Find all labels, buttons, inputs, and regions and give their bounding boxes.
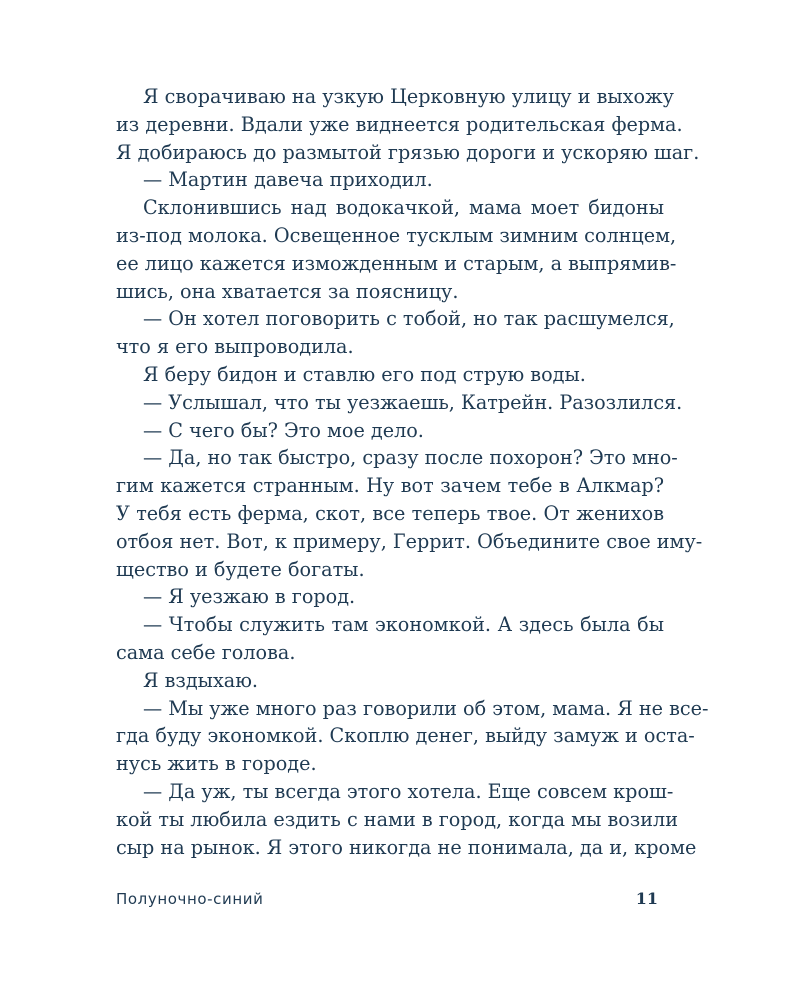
text-line: Я сворачиваю на узкую Церковную улицу и выхожу — [143, 85, 674, 108]
text-line: щество и будете богаты. — [116, 557, 365, 581]
text-line: сыр на рынок. Я этого никогда не понимала, да и, кроме — [116, 835, 697, 859]
text-line: Я вздыхаю. — [143, 668, 259, 692]
body-text — [116, 83, 709, 861]
text-line: ее лицо кажется изможденным и старым, а выпрямив- — [116, 251, 677, 275]
text-line: кой ты любила ездить с нами в город, когда мы возили — [116, 807, 679, 831]
text-line: сама себе голова. — [116, 640, 296, 664]
page-number: 11 — [635, 889, 658, 908]
text-line: из деревни. Вдали уже виднеется родительская ферма. — [116, 112, 683, 136]
text-line: — Чтобы служить там экономкой. А здесь была бы — [143, 613, 664, 637]
text-line: что я его выпроводила. — [116, 335, 354, 359]
text-line: гим кажется странным. Ну вот зачем тебе в Алкмар? — [116, 474, 664, 498]
text-line: — Мартин давеча приходил. — [143, 168, 433, 192]
text-line: У тебя есть ферма, скот, все теперь твое. От женихов — [116, 501, 664, 525]
text-line: — С чего бы? Это мое дело. — [143, 418, 424, 442]
text-line: отбоя нет. Вот, к примеру, Геррит. Объедините свое иму- — [116, 529, 703, 553]
text-line: — Да уж, ты всегда этого хотела. Еще совсем крош- — [143, 779, 674, 803]
text-line: нусь жить в городе. — [116, 752, 317, 776]
text-line: — Да, но так быстро, сразу после похорон? Это мно- — [143, 446, 678, 470]
text-line: Я добираюсь до размытой грязью дороги и ускоряю шаг. — [116, 140, 700, 164]
text-line: из-под молока. Освещенное тусклым зимним солнцем, — [116, 223, 677, 247]
text-line: Склонившись над водокачкой, мама моет бидоны — [143, 196, 664, 220]
text-line: — Мы уже много раз говорили об этом, мама. Я не все- — [143, 696, 709, 720]
text-line: шись, она хватается за поясницу. — [116, 279, 459, 303]
running-title: Полуночно-синий — [116, 890, 264, 908]
text-line: Я беру бидон и ставлю его под струю воды. — [143, 362, 586, 386]
text-line: — Услышал, что ты уезжаешь, Катрейн. Разозлился. — [143, 390, 683, 414]
text-line: гда буду экономкой. Скоплю денег, выйду замуж и оста- — [116, 724, 695, 748]
text-line: — Я уезжаю в город. — [143, 585, 356, 609]
text-line: — Он хотел поговорить с тобой, но так расшумелся, — [143, 307, 675, 331]
